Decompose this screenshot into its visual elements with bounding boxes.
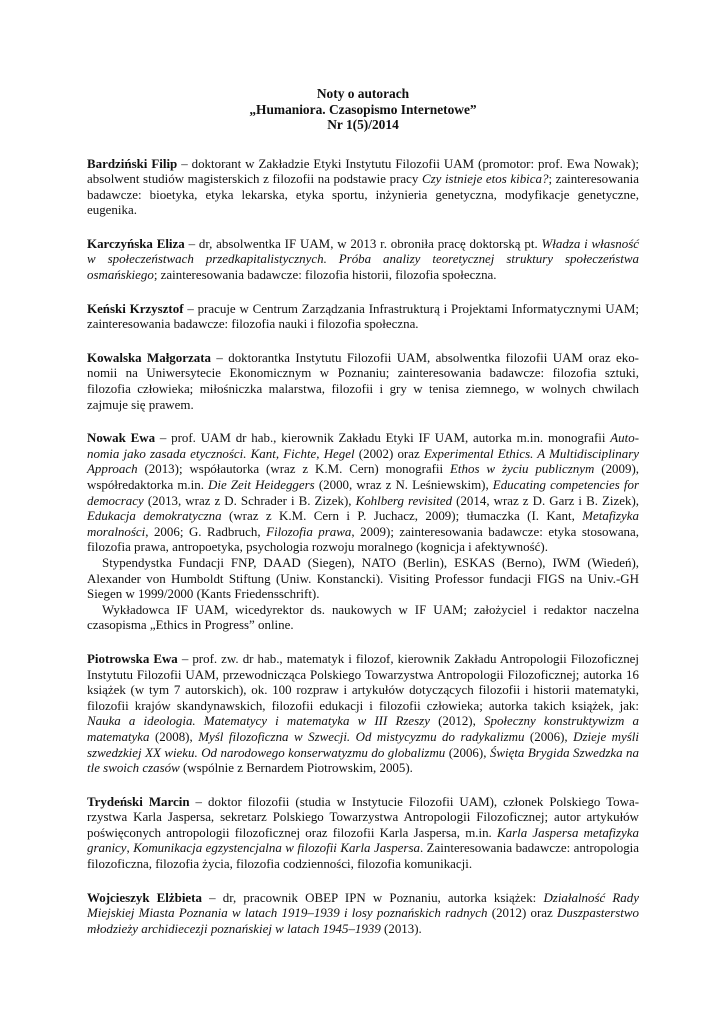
page-header	[87, 86, 639, 133]
header-title: Noty o autorach	[316, 86, 410, 101]
author-note	[87, 794, 639, 872]
publication-title: Działalność Rady Miejskiej Miasta Poznania w latach 1919–1939 i losy poznańskich radnych	[87, 889, 639, 921]
author-note	[87, 156, 639, 218]
author-note-paragraph	[87, 156, 639, 218]
author-note-paragraph	[87, 602, 639, 633]
note-text: (2000, wraz z N. Leśniewskim),	[314, 477, 493, 492]
publication-title: Ethos w życiu publicznym	[450, 461, 595, 477]
note-text: – doktor filozofii (studia w Instytucie Filozofii UAM), członek Polskiego Towarzystwa Karla Jaspersa, sekretarz Polskiego Towarzystwa Antropologii Filozoficznej; autor artykułów poświęconych antropologii filozoficznej oraz filozofii Karla Jaspersa, m.in.	[87, 793, 639, 840]
note-text: (2013, wraz z D. Schrader i B. Zizek),	[143, 492, 356, 508]
note-text: ; zainteresowania badawcze: bioetyka, etyka lekarska, etyka sportu, inżynieria genetyczna, modyfikacje genetyczne, eugenika.	[87, 171, 639, 218]
publication-title: Nauka a ideologia. Matematycy i matematyka w III Rzeszy	[87, 713, 430, 729]
author-note	[87, 651, 639, 776]
note-text: – dr, absolwentka IF UAM, w 2013 r. obroniła pracę doktorską pt.	[184, 235, 542, 251]
author-note-paragraph	[87, 430, 639, 555]
author-name: Trydeński Marcin	[87, 793, 190, 809]
author-name: Kowalska Małgorzata	[87, 349, 211, 365]
author-note-paragraph	[87, 890, 639, 937]
publication-title: Czy istnieje etos kibica?	[421, 171, 549, 187]
author-name: Piotrowska Ewa	[87, 650, 178, 666]
publication-title: Metafizyka moralności	[87, 508, 639, 539]
publication-title: Karla Jaspersa metafizyka granicy	[87, 824, 639, 856]
note-text: Stypendystka Fundacji FNP, DAAD (Siegen), NATO (Berlin), ESKAS (Berno), IWM (Wiedeń), Alexander von Humboldt Stiftung (Uniw. Konstancki). Visiting Professor fundacji FIGS na Univ.-GH Siegen w 1999/2000 (Kants Friedensschrift).	[87, 554, 639, 602]
publication-title: Myśl filozoficzna w Szwecji. Od mistycyzmu do radykalizmu	[198, 728, 525, 744]
author-note-paragraph	[87, 794, 639, 872]
note-text: (wspólnie z Bernardem Piotrowskim, 2005).	[179, 760, 413, 776]
note-text: (wraz z K.M. Cern i P. Juchacz, 2009); tłumaczka (I. Kant,	[221, 508, 583, 524]
note-text: – prof. zw. dr hab., matematyk i filozof, kierownik Zakładu Antropologii Filozoficznej Instytutu Filozofii UAM, przewodnicząca Polskiego Towarzystwa Antropologii Filozoficznej; autorka 16 książek (w tym 7 autorskich), ok. 100 rozpraw i artykułów dotyczących filozofii i historii matematyki, filozofii krajów skandynawskich, filozofii edukacji i filozofii człowieka; autorka takich książek, jak:	[87, 650, 639, 713]
publication-title: Społeczny konstruktywizm a matematyka	[87, 713, 640, 744]
note-text: (2013); współautorka (wraz z K.M. Cern) monografii	[137, 461, 451, 477]
publication-title: Educating competencies for democracy	[87, 477, 639, 508]
publication-title: Filozofia prawa	[266, 523, 352, 539]
note-text: , 2009); zainteresowania badawcze: etyka stosowana, filozofia prawa, antropoetyka, psychologia rozwoju moralnego (kognicja i afektywność).	[87, 523, 640, 555]
publication-title: Władza i własność w społeczeństwach przedkapitalistycznych. Próba analizy teoretycznej struktury społeczeństwa osmańskiego	[87, 235, 639, 283]
author-name: Keński Krzysztof	[87, 300, 184, 316]
author-note-paragraph	[87, 236, 639, 283]
author-name: Nowak Ewa	[87, 430, 156, 446]
note-text: (2006),	[524, 728, 574, 744]
note-text: ; zainteresowania badawcze: filozofia historii, filozofia społeczna.	[153, 267, 497, 283]
note-text: – dr, pracownik OBEP IPN w Poznaniu, autorka książek:	[201, 889, 544, 905]
note-text: (2014, wraz z D. Garz i B. Zizek),	[452, 492, 639, 508]
note-text: . Zainteresowania badawcze: antropologia filozoficzna, filozofia życia, filozofia codzienności, filozofia komunikacji.	[87, 840, 640, 872]
note-text: – prof. UAM dr hab., kierownik Zakładu Etyki IF UAM, autorka m.in. monografii	[155, 430, 611, 446]
author-note	[87, 430, 639, 633]
note-text: (2008),	[149, 728, 199, 744]
publication-title: Komunikacja egzystencjalna w filozofii Karla Jaspersa	[133, 840, 420, 856]
author-name: Karczyńska Eliza	[87, 235, 185, 251]
header-journal: „Humaniora. Czasopismo Internetowe”	[249, 101, 477, 117]
note-text: (2006),	[445, 744, 490, 760]
note-text: (2012) oraz	[487, 905, 558, 921]
author-notes-list	[87, 156, 639, 937]
note-text: – pracuje w Centrum Zarządzania Infrastrukturą i Projektami Informatycznymi UAM; zainteresowania badawcze: filozofia nauki i filozofia społeczna.	[87, 300, 639, 332]
author-name: Wojcieszyk Elżbieta	[87, 889, 202, 905]
publication-title: Święta Brygida Szwedzka na tle swoich czasów	[87, 744, 639, 776]
note-text: (2012),	[429, 713, 484, 729]
note-text: (2002) oraz	[354, 445, 424, 461]
publication-title: Experimental Ethics. A Multidisciplinary Approach	[87, 445, 639, 477]
publication-title: Edukacja demokratyczna	[87, 508, 222, 524]
header-issue: Nr 1(5)/2014	[327, 117, 399, 132]
publication-title: Dzieje myśli szwedzkiej XX wieku. Od narodowego konserwatyzmu do globalizmu	[87, 728, 639, 760]
author-note-paragraph	[87, 555, 639, 602]
note-text: ,	[126, 840, 134, 856]
note-text: (2009), współredaktorka m.in.	[87, 461, 639, 492]
note-text: – doktorant w Zakładzie Etyki Instytutu Filozofii UAM (promotor: prof. Ewa Nowak); absolwent studiów magisterskich z filozofii na podstawie pracy	[87, 155, 639, 187]
publication-title: Duszpasterstwo młodzieży archidiecezji poznańskiej w latach 1945–1939	[87, 905, 639, 936]
author-name: Bardziński Filip	[87, 155, 178, 171]
publication-title: Autonomia jako zasada etyczności. Kant, Fichte, Hegel	[87, 430, 639, 461]
author-note	[87, 350, 639, 412]
publication-title: Die Zeit Heideggers	[208, 477, 315, 492]
note-text: (2013).	[380, 920, 422, 936]
author-note	[87, 890, 639, 937]
author-note-paragraph	[87, 350, 639, 412]
note-text: – doktorantka Instytutu Filozofii UAM, absolwentka filozofii UAM oraz ekonomii na Uniwersytecie Ekonomicznym w Poznaniu; zainteresowania badawcze: filozofia sztuki, filozofia człowieka; miłośniczka malarstwa, filozofii i gry w tenisa ziemnego, w wolnych chwilach zajmuje się prawem.	[87, 349, 639, 412]
author-note	[87, 236, 639, 283]
author-note-paragraph	[87, 301, 639, 332]
publication-title: Kohlberg revisited	[355, 492, 453, 508]
author-note	[87, 301, 639, 332]
author-note-paragraph	[87, 651, 639, 776]
note-text: Wykładowca IF UAM, wicedyrektor ds. naukowych w IF UAM; założyciel i redaktor naczelna czasopisma „Ethics in Progress” online.	[87, 601, 639, 633]
note-text: , 2006; G. Radbruch,	[145, 523, 267, 539]
